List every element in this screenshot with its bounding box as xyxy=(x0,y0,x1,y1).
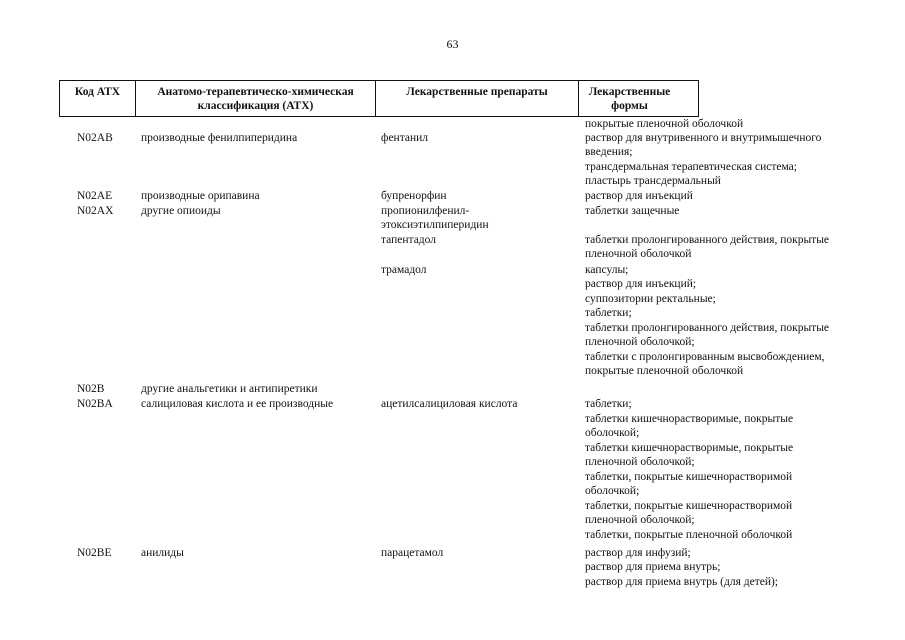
atx-classification: производные фенилпиперидина xyxy=(141,132,298,144)
atx-code: N02BA xyxy=(77,398,113,410)
atx-code: N02AB xyxy=(77,132,113,144)
dosage-form: раствор для приема внутрь (для детей); xyxy=(585,576,779,588)
atx-classification: производные орипавина xyxy=(141,190,260,202)
dosage-form: пленочной оболочкой; xyxy=(585,456,695,468)
header-atx-classification: Анатомо-терапевтическо-химическая классификация (АТХ) xyxy=(136,81,376,116)
dosage-form: введения; xyxy=(585,146,633,158)
dosage-form: раствор для приема внутрь; xyxy=(585,561,721,573)
dosage-form: пленочной оболочкой xyxy=(585,248,692,260)
header-atx-code: Код АТХ xyxy=(60,81,136,116)
dosage-form: раствор для внутривенного и внутримышечного xyxy=(585,132,822,144)
dosage-form: таблетки кишечнорастворимые, покрытые xyxy=(585,413,794,425)
dosage-form: капсулы; xyxy=(585,264,629,276)
dosage-form: раствор для инъекций; xyxy=(585,278,697,290)
drug-name: тапентадол xyxy=(381,234,436,246)
dosage-form: таблетки; xyxy=(585,398,632,410)
page-number: 63 xyxy=(446,37,459,51)
atx-code: N02AE xyxy=(77,190,113,202)
dosage-form: пластырь трансдермальный xyxy=(585,175,721,187)
dosage-form: таблетки, покрытые пленочной оболочкой xyxy=(585,529,793,541)
drug-name: бупренорфин xyxy=(381,190,447,202)
atx-classification: другие анальгетики и антипиретики xyxy=(141,383,318,395)
drug-name: парацетамол xyxy=(381,547,444,559)
atx-classification: салициловая кислота и ее производные xyxy=(141,398,334,410)
drug-name: фентанил xyxy=(381,132,429,144)
dosage-form: суппозитории ректальные; xyxy=(585,293,716,305)
table-header xyxy=(59,80,699,117)
drug-name: этоксиэтилпиперидин xyxy=(381,219,489,231)
dosage-form: оболочкой; xyxy=(585,427,640,439)
dosage-form: таблетки, покрытые кишечнорастворимой xyxy=(585,500,793,512)
atx-code: N02BE xyxy=(77,547,112,559)
dosage-form: покрытые пленочной оболочкой xyxy=(585,365,744,377)
dosage-form: раствор для инфузий; xyxy=(585,547,691,559)
drug-name: ацетилсалициловая кислота xyxy=(381,398,518,410)
dosage-form: пленочной оболочкой; xyxy=(585,514,695,526)
atx-code: N02AX xyxy=(77,205,114,217)
dosage-form: таблетки, покрытые кишечнорастворимой xyxy=(585,471,793,483)
atx-classification: другие опиоиды xyxy=(141,205,221,217)
dosage-form: таблетки защечные xyxy=(585,205,680,217)
dosage-form: таблетки пролонгированного действия, покрытые xyxy=(585,322,830,334)
dosage-form: раствор для инъекций xyxy=(585,190,693,202)
drug-name: пропионилфенил- xyxy=(381,205,470,217)
dosage-form: оболочкой; xyxy=(585,485,640,497)
drug-name: трамадол xyxy=(381,264,427,276)
atx-classification: анилиды xyxy=(141,547,184,559)
dosage-form: таблетки с пролонгированным высвобождением, xyxy=(585,351,825,363)
dosage-form: покрытые пленочной оболочкой xyxy=(585,118,744,130)
header-dosage-forms: Лекарственные формы xyxy=(588,86,671,112)
dosage-form: таблетки пролонгированного действия, покрытые xyxy=(585,234,830,246)
dosage-form: трансдермальная терапевтическая система; xyxy=(585,161,797,173)
header-drugs: Лекарственные препараты xyxy=(376,81,579,116)
dosage-form: таблетки кишечнорастворимые, покрытые xyxy=(585,442,794,454)
atx-code: N02B xyxy=(77,383,105,395)
dosage-form: пленочной оболочкой; xyxy=(585,336,695,348)
dosage-form: таблетки; xyxy=(585,307,632,319)
